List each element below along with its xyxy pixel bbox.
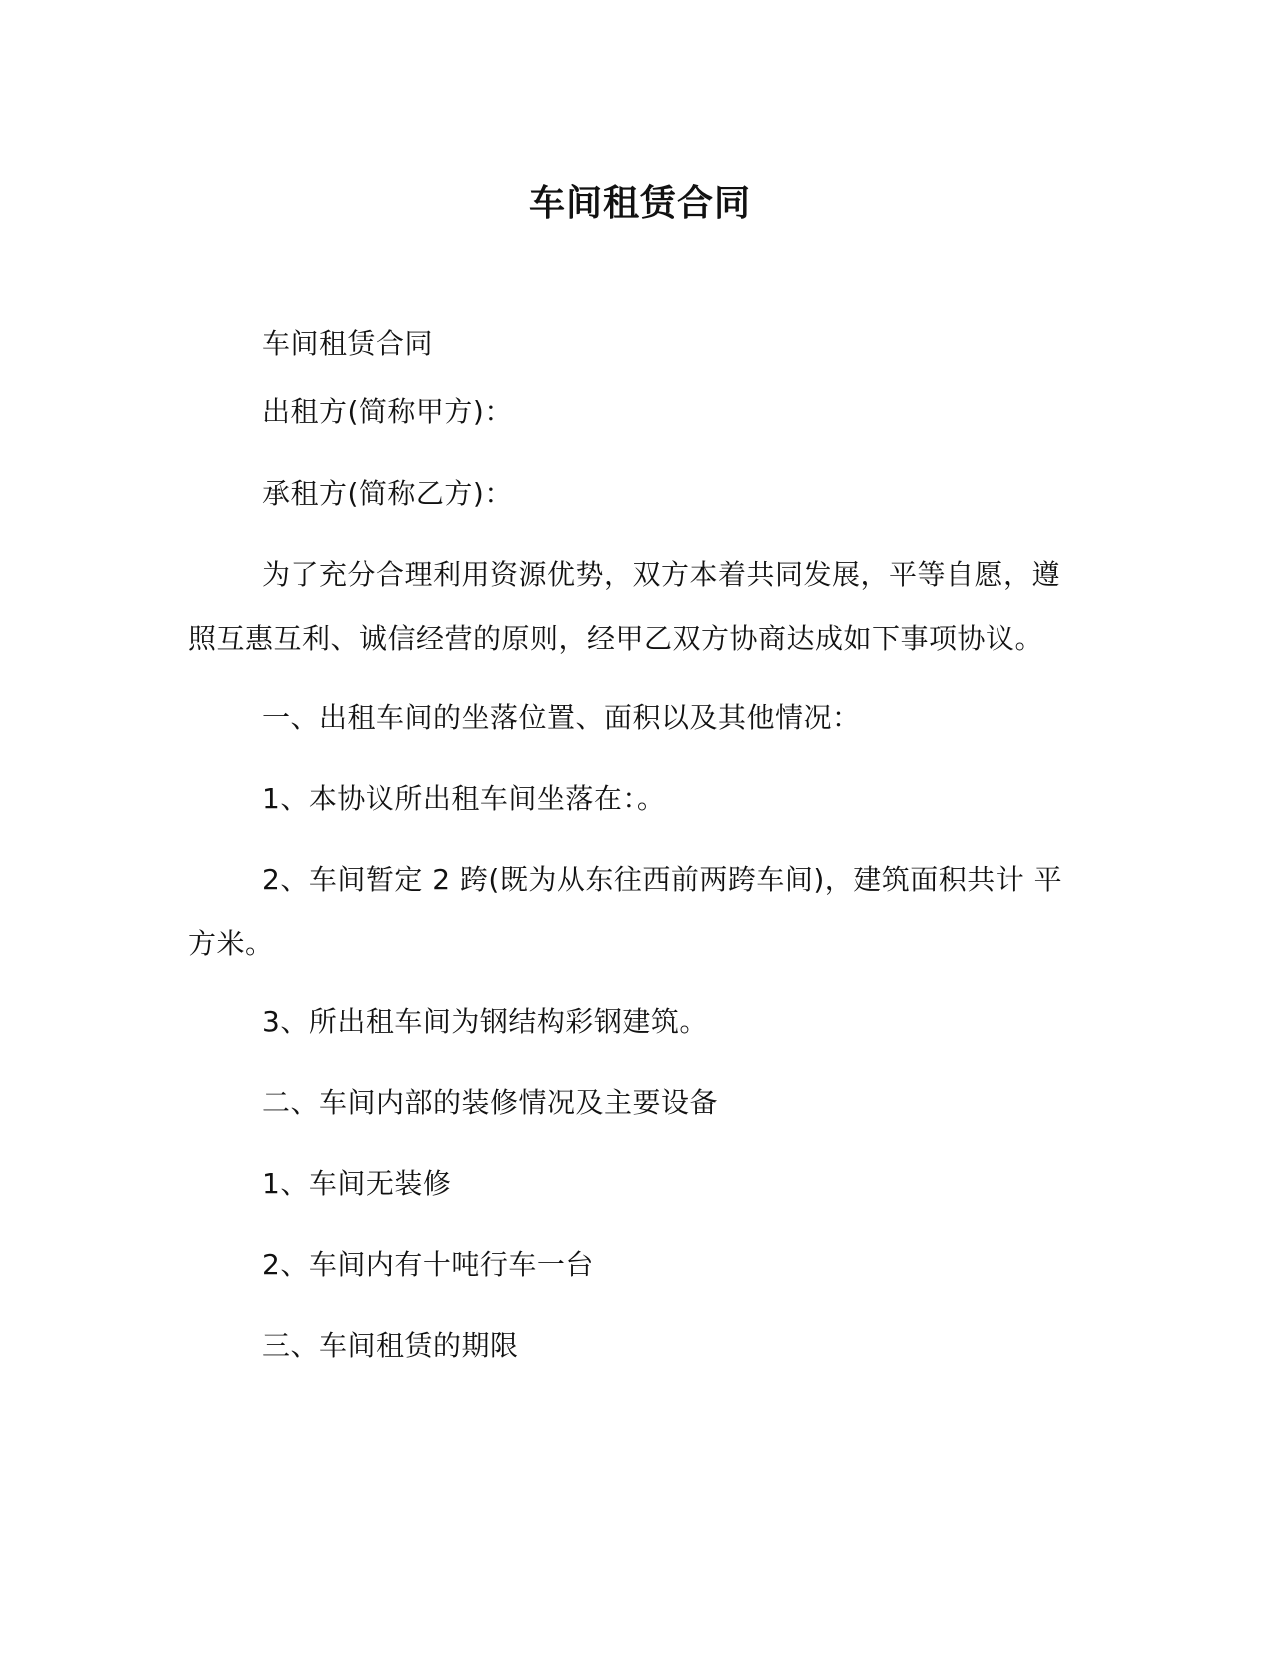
- paragraph-preamble: 为了充分合理利用资源优势，双方本着共同发展，平等自愿，遵照互惠互利、诚信经营的原则，经甲乙双方协商达成如下事项协议。: [188, 558, 1061, 655]
- document-title: 车间租赁合同: [528, 183, 751, 224]
- paragraph-lessor: 出租方(简称甲方)：: [262, 395, 513, 428]
- clause-1-2: 2、车间暂定 2 跨(既为从东往西前两跨车间)，建筑面积共计 平方米。: [188, 863, 1063, 960]
- clause-1-3: 3、所出租车间为钢结构彩钢建筑。: [262, 1005, 708, 1038]
- section-heading-3: 三、车间租赁的期限: [262, 1329, 519, 1362]
- paragraph-lessee: 承租方(简称乙方)：: [262, 477, 513, 510]
- section-heading-1: 一、出租车间的坐落位置、面积以及其他情况：: [262, 701, 861, 734]
- clause-2-1: 1、车间无装修: [262, 1167, 452, 1200]
- paragraph-contract-name: 车间租赁合同: [262, 327, 434, 360]
- clause-1-1: 1、本协议所出租车间坐落在：。: [262, 782, 666, 815]
- section-heading-2: 二、车间内部的装修情况及主要设备: [262, 1086, 719, 1119]
- clause-2-2: 2、车间内有十吨行车一台: [262, 1248, 594, 1281]
